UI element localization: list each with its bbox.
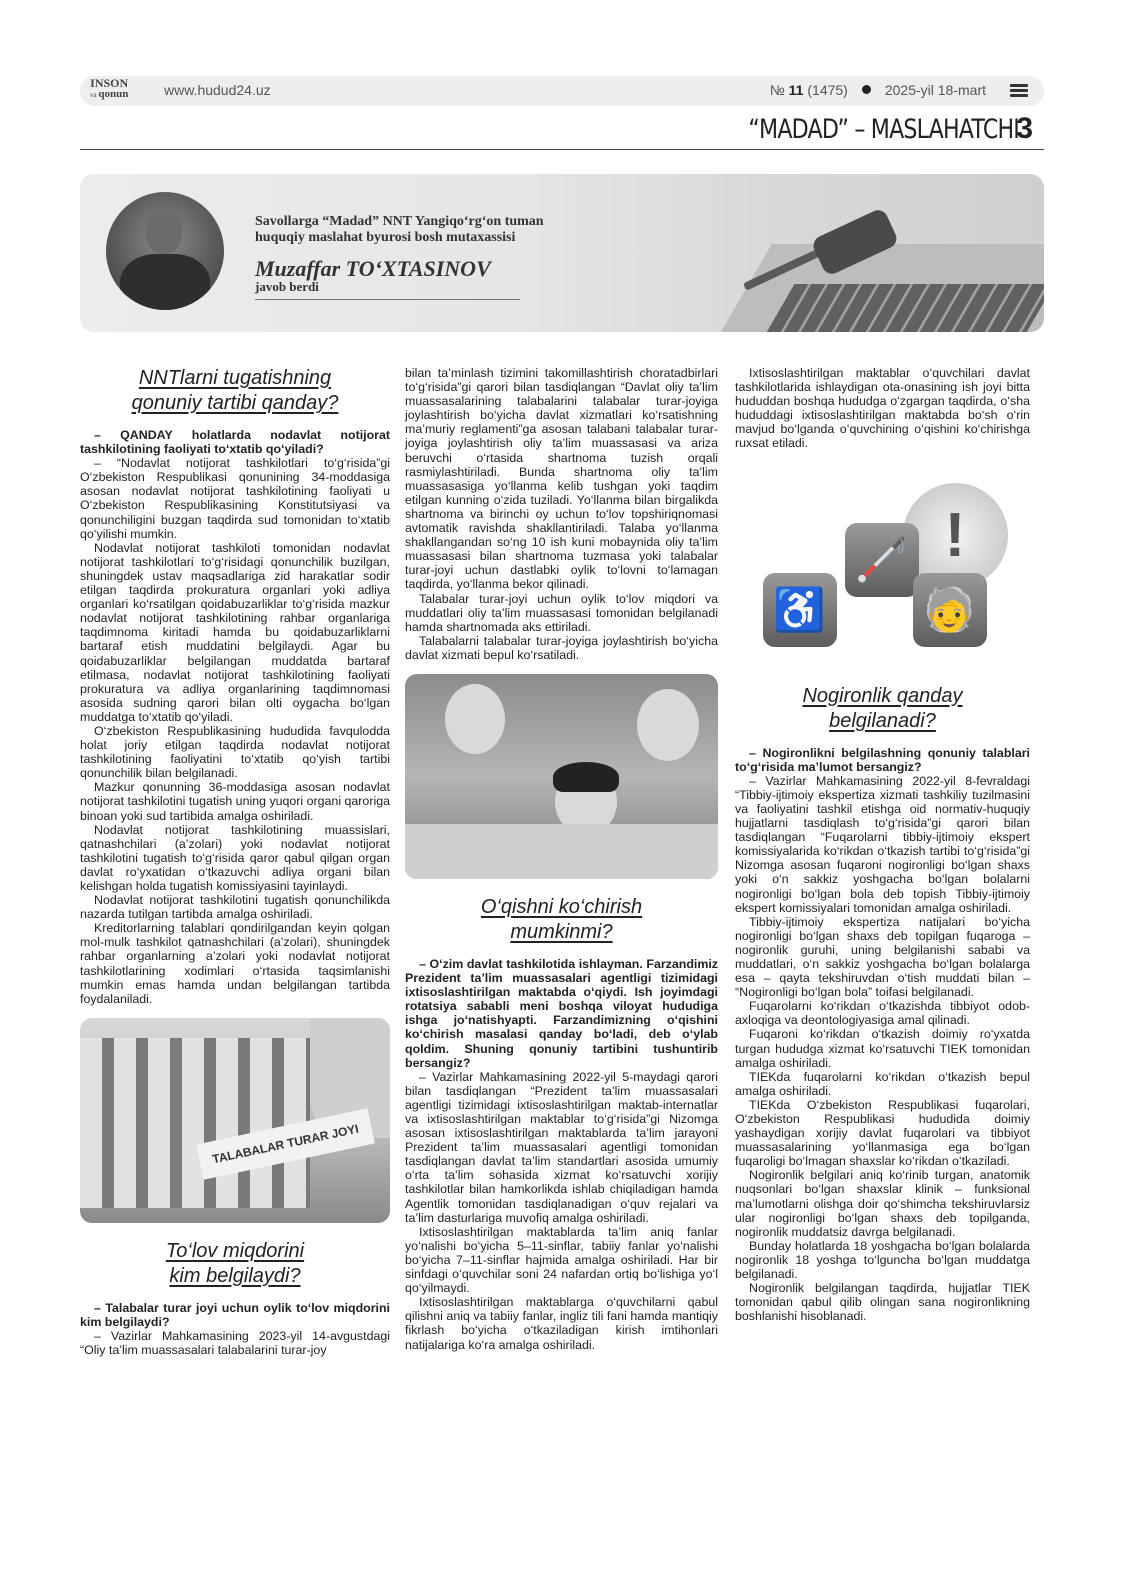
paragraph: O‘zbekiston Respublikasining hududida favqulodda holat joriy etilgan taqdirda nodavlat notijorat tashkilotining faoliyatini to‘xtatib qo‘yish tartibi qonunchilik bilan belgilanadi. <box>80 723 390 781</box>
author-name: Muzaffar TO‘XTASINOV <box>255 256 491 281</box>
elderly-walker-icon: 🧓 <box>913 573 987 647</box>
column-3 <box>735 366 1030 1323</box>
newspaper-logo <box>90 78 128 101</box>
logo-bottom: qonun <box>98 88 129 100</box>
heading-payment: To‘lov miqdorini kim belgilaydi? <box>165 1239 305 1287</box>
paragraph: Nogironlik belgilangan taqdirda, hujjatlar TIEK tomonidan qabul qilib olingan sana nogironlikning boshlanishi hisoblanadi. <box>735 1281 1030 1324</box>
paragraph: – Vazirlar Mahkamasining 2022-yil 5-maydagi qarori bilan tasdiqlangan “Prezident ta’lim muassasalari agentligi tizimidagi ixtisoslashtirilgan maktab-internatlar va ixtisoslashtirilgan maktablar to‘g‘risida”gi Nizomga asosan ixtisoslashtirilgan maktablarda ta’lim jarayoni Prezident ta’lim muassasalari agentligi tomonidan tasdiqlangan davlat ta’lim standartlari asosida umumiy o‘rta ta’lim sohasida xizmat ko‘rsatuvchi xorijiy tashkilotlar bilan hamkorlikda ishlab chiqiladigan hamda Agentlik tomonidan tasdiqlanadigan o‘quv rejalari va ta’lim dasturlariga muvofiq amalga oshiriladi. <box>405 1069 718 1225</box>
column-2 <box>405 366 718 1352</box>
disability-icons-image <box>753 463 1013 668</box>
paragraph: Nodavlat notijorat tashkiloti tomonidan nodavlat notijorat tashkilotlari to‘g‘risidagi qonunchilik buzilgan, shuningdek ustav maqsadlariga zid harakatlar sodir etilgan taqdirda prokuratura organlari yoki adliya organlari ko‘rsatilgan qoidabuzarliklar to‘g‘risida mazkur nodavlat notijorat tashkilotining rahbar organlariga taqdimnoma kiritadi hamda bu qoidabuzarliklarni bartaraf etish muddatini belgilaydi. Agar bu qoidabuzarliklar belgilangan muddatda bartaraf etilmasa, nodavlat notijorat tashkilotining faoliyati prokuratura va adliya organlarining taqdimnomasi asosida sudning qarori bilan olti oygacha bo‘lgan muddatga to‘xtatib qo‘yiladi. <box>80 540 390 724</box>
author-caption: javob berdi <box>255 279 319 294</box>
page-number: 3 <box>1016 112 1033 145</box>
paragraph: – “Nodavlat notijorat tashkilotlari to‘g‘risida”gi O‘zbekiston Respublikasi qonunining 34-moddasiga asosan nodavlat notijorat tashkilotining faoliyati u O‘zbekiston Respublikasining Konstitutsiyasi va qonunchiligini buzgan taqdirda sud tomonidan to‘xtatib qo‘yilishi mumkin. <box>80 456 390 541</box>
blind-person-icon: 🦯 <box>845 523 919 597</box>
heading-school-transfer: O‘qishni ko‘chirish mumkinmi? <box>480 895 643 943</box>
paragraph: Fuqaroni ko‘rikdan o‘tkazish doimiy ro‘yxatda turgan hududga xizmat ko‘rsatuvchi TIEK tomonidan amalga oshiriladi. <box>735 1027 1030 1070</box>
paragraph: Ixtisoslashtirilgan maktablarga o‘quvchilarni qabul qilishni aniq va tabiiy fanlar, ingliz tili fani hamda mantiqiy fikrlash bo‘yicha o‘tkaziladigan kirish imtihonlari natijalariga ko‘ra amalga oshiriladi. <box>405 1295 718 1352</box>
paragraph: Nodavlat notijorat tashkilotini tugatish qonunchilikda nazarda tutilgan tartibda amalga oshiriladi. <box>80 893 390 922</box>
paragraph: Ixtisoslashtirilgan maktablar o‘quvchilari davlat tashkilotlarida ishlaydigan ota-onasining ish joyi bitta hududdan boshqa hududga o‘zgargan taqdirda, o‘sha hududdagi ixtisoslashtirilgan maktabda bo‘sh o‘rin mavjud bo‘lganda o‘quvchining o‘qishini ko‘chirishga ruxsat etiladi. <box>735 366 1030 451</box>
question: – Nogironlikni belgilashning qonuniy talablari to‘g‘risida ma’lumot bersangiz? <box>735 745 1030 774</box>
heading-disability: Nogironlik qanday belgilanadi? <box>802 684 963 732</box>
author-photo <box>106 192 224 310</box>
paragraph: Ixtisoslashtirilgan maktablarda ta’lim aniq fanlar yo‘nalishi bo‘yicha 5–11-sinflar, tabiiy fanlar yo‘nalishi bo‘yicha 7–11-sinflar hajmida amalga oshiriladi. Har bir sinfdagi o‘quvchilar soni 24 nafardan ortiq bo‘lishiga yo‘l qo‘yilmaydi. <box>405 1224 718 1296</box>
paragraph: Nodavlat notijorat tashkilotining muassislari, qatnashchilari (a’zolari) yoki nodavlat notijorat tashkilotini tugatish to‘g‘risida qaror qabul qilgan organ davlat ro‘yxatidan o‘tkazuvchi adliya organi bilan kelishgan holda tugatish komissiyasini tayinlaydi. <box>80 822 390 893</box>
header-bar <box>80 76 1044 106</box>
issue-total: (1475) <box>803 82 848 98</box>
issue-date: 2025-yil 18-mart <box>884 82 986 98</box>
paragraph: – Vazirlar Mahkamasining 2022-yil 8-fevraldagi “Tibbiy-ijtimoiy ekspertiza xizmati tashkiliy tuzilmasini va faoliyatini tashkil etishga oid normativ-huquqiy hujjatlarni tasdiqlash to‘g‘risida”gi qarori bilan tasdiqlangan “Fuqarolarni tibbiy-ijtimoiy ekspert komissiyalarida ko‘rikdan o‘tkazish tartibi to‘g‘risida”gi Nizomga asosan fuqaroni nogironligi bo‘lgan shaxs yoki o‘n sakkiz yoshgacha bo‘lgan bolalarni nogironligi bo‘lgan bola deb topish Tibbiy-ijtimoiy ekspert komissiyalari tomonidan amalga oshiriladi. <box>735 773 1030 915</box>
warning-badge-icon: ! <box>903 483 1008 588</box>
question: – O‘zim davlat tashkilotida ishlayman. Farzandimiz Prezident ta’lim muassasalari agentligi tizimidagi ixtisoslashtirilgan maktabda o‘qiydi. Ish joyimdagi rotatsiya sababli meni boshqa viloyat hududiga ishga jo‘natishyapti. Farzandimizning o‘qishini ko‘chirish masalasi qanday bo‘ladi, deb o‘ylab qoldim. Shuning qonuniy tartibini tushuntirib bersangiz? <box>405 956 718 1070</box>
paragraph: Kreditorlarning talablari qondirilgandan keyin qolgan mol-mulk tashkilot qatnashchilari (a’zolari), shuningdek rahbar organlarning a’zolari yoki nodavlat notijorat tashkilotlarining xodimlari o‘rtasida taqsimlanishi mumkin emas hamda undan belgilangan tartibda foydalaniladi. <box>80 921 390 1006</box>
dormitory-photo <box>80 1018 390 1223</box>
paragraph: – Vazirlar Mahkamasining 2023-yil 14-avgustdagi “Oliy ta’lim muassasalari talabalarini turar-joy <box>80 1329 390 1358</box>
paragraph: Tibbiy-ijtimoiy ekspertiza natijalari bo‘yicha nogironligi bo‘lgan shaxs deb topilgan fuqaroga – nogironlik guruhi, uning belgilanishi sababi va muddatlari, o‘n sakkiz yoshgacha bo‘lgan bolalarga esa – qayta tekshiruvdan o‘tish muddati bilan – “Nogironligi bo‘lgan bola” toifasi belgilanadi. <box>735 914 1030 1000</box>
paragraph: TIEKda fuqarolarni ko‘rikdan o‘tkazish bepul amalga oshiriladi. <box>735 1069 1030 1098</box>
column-1 <box>80 366 390 1357</box>
author-banner <box>80 174 1044 332</box>
keyboard-image <box>766 284 1044 332</box>
paragraph: Fuqarolarni ko‘rikdan o‘tkazishda tibbiyot odob-axloqiga va deontologiyasiga amal qilinadi. <box>735 999 1030 1028</box>
header-rule <box>80 149 1044 150</box>
wheelchair-icon: ♿ <box>763 573 837 647</box>
logo-mid: va <box>90 91 97 99</box>
separator-dot <box>862 85 871 94</box>
heading-ngo-liquidation: NNTlarni tugatishning qonuniy tartibi qanday? <box>131 367 339 414</box>
banner-intro: Savollarga “Madad” NNT Yangiqo‘rg‘on tuman huquqiy maslahat byurosi bosh mutaxassisi <box>255 214 544 245</box>
section-title: “MADAD” – MASLAHATCHI <box>748 114 1019 145</box>
paragraph: Talabalar turar-joyi uchun oylik to‘lov miqdori va muddatlari oliy ta’lim muassasasi tomonidan belgilanadi hamda shartnomada aks ettiriladi. <box>405 591 718 634</box>
question: – QANDAY holatlarda nodavlat notijorat tashkilotining faoliyati to‘xtatib qo‘yiladi? <box>80 428 390 457</box>
issue-prefix: № <box>769 82 789 98</box>
issue-number: 11 <box>788 82 804 98</box>
logo-top: INSON <box>90 76 129 90</box>
paragraph: Mazkur qonunning 36-moddasiga asosan nodavlat notijorat tashkilotini tugatish uning yuqori organi qaroriga binoan yoki sud tartibida amalga oshiriladi. <box>80 780 390 823</box>
paragraph: Talabalarni talabalar turar-joyiga joylashtirish bo‘yicha davlat xizmati bepul ko‘rsatiladi. <box>405 633 718 662</box>
banner-rule <box>255 299 520 300</box>
question: – Talabalar turar joyi uchun oylik to‘lov miqdorini kim belgilaydi? <box>80 1300 390 1329</box>
paragraph: Bunday holatlarda 18 yoshgacha bo‘lgan bolalarda nogironlik 18 yoshga to‘lguncha bo‘lgan muddatga belgilanadi. <box>735 1238 1030 1282</box>
paragraph: Nogironlik belgilari aniq ko‘rinib turgan, anatomik nuqsonlari bo‘lgan shaxslar klinik – funksional ma’lumotlarni olishga doir qo‘shimcha tekshiruvlarsiz ular nogironligi bo‘lgan shaxs deb topilganda, nogironlik muddatsiz davrga belgilanadi. <box>735 1168 1030 1239</box>
paragraph: TIEKda O‘zbekiston Respublikasi fuqarolari, O‘zbekiston Respublikasi hududida doimiy yashaydigan xorijiy davlat fuqarolari va tibbiyot muassasalarining yo‘llanmasiga ega bo‘lgan fuqaroligi bo‘lmagan shaxslar ko‘rikdan o‘tkaziladi. <box>735 1097 1030 1169</box>
schoolchildren-photo <box>405 674 718 879</box>
issue-info <box>770 82 986 98</box>
dormitory-sign: TALABALAR TURAR JOYI <box>196 1108 375 1180</box>
paragraph: bilan ta’minlash tizimini takomillashtirish choratadbirlari to‘g‘risida”gi qarori bilan tasdiqlangan “Davlat oliy ta’lim muassasalarining talabalarini talabalar turar-joyiga joylashtirish bo‘yicha davlat xizmatlari ko‘rsatishning ma’muriy reglamenti”ga asosan talabani talabalar turar-joyiga joylashtirish oliy ta’lim muassasasi va ariza beruvchi o‘rtasida shartnoma tuzish orqali rasmiylashtiriladi. Bunda shartnoma oliy ta’lim muassasasiga yo‘llanma kelib tushgan yoki taqdim etilgan kunning o‘zida tuziladi. Yo‘llanma bilan birgalikda shartnoma va birinchi oy uchun to‘lov topshiriqnomasi avtomatik ravishda shakllantiriladi. Talaba yo‘llanma shakllangandan so‘ng 10 ish kuni mobaynida oliy ta’lim muassasasi bilan shartnoma tuzmasa yoki talabalar turar-joyi uchun dastlabki oylik to‘lovni to‘lamagan taqdirda, yo‘llanma bekor qilinadi. <box>405 366 718 592</box>
website-link[interactable]: www.hudud24.uz <box>164 82 271 98</box>
menu-icon[interactable] <box>1010 84 1028 99</box>
